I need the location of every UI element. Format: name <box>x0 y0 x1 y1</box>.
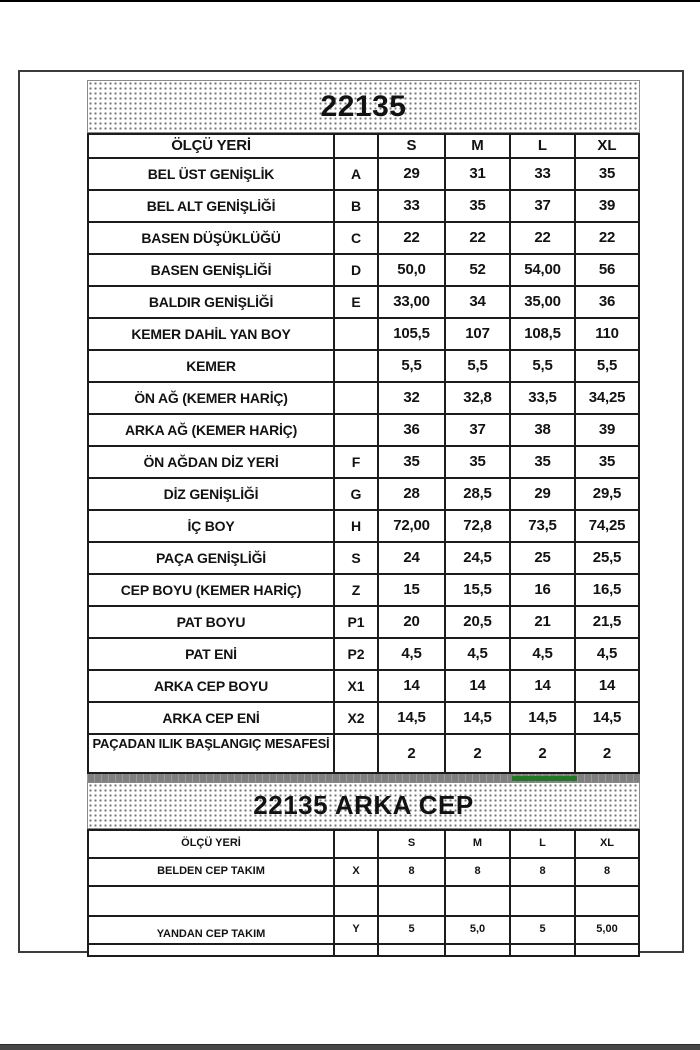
flagged-value-cell: 14,5 <box>576 703 638 733</box>
column-header-measure: ÖLÇÜ YERİ <box>89 831 333 857</box>
value-cell: 22 <box>576 223 638 253</box>
table1-title-band <box>87 80 640 133</box>
value-cell: 29 <box>379 159 444 189</box>
row-label-cell: PAÇADAN ILIK BAŞLANGIÇ MESAFESİ <box>89 735 333 772</box>
row-label-cell: YANDAN CEP TAKIM <box>89 917 333 943</box>
value-cell: 32 <box>379 383 444 413</box>
value-cell <box>511 887 574 915</box>
column-header-size: M <box>446 831 509 857</box>
value-cell: 8 <box>511 859 574 885</box>
row-code-cell: S <box>335 543 377 573</box>
value-cell: 39 <box>576 191 638 221</box>
value-cell: 24 <box>379 543 444 573</box>
row-code-cell <box>335 319 377 349</box>
value-cell: 35 <box>446 191 509 221</box>
row-label-cell: PAT BOYU <box>89 607 333 637</box>
value-cell: 37 <box>511 191 574 221</box>
value-cell: 38 <box>511 415 574 445</box>
value-cell: 5,00 <box>576 917 638 943</box>
clipped-row-strip <box>87 774 640 782</box>
partial-row-cell <box>446 945 509 955</box>
row-code-cell <box>335 383 377 413</box>
value-cell: 33,5 <box>511 383 574 413</box>
row-code-cell: Z <box>335 575 377 605</box>
row-label-cell: İÇ BOY <box>89 511 333 541</box>
row-label-cell: BASEN DÜŞÜKLÜĞÜ <box>89 223 333 253</box>
flagged-value-cell: 14 <box>576 671 638 701</box>
column-header-code <box>335 135 377 157</box>
row-label-cell: BASEN GENİŞLİĞİ <box>89 255 333 285</box>
row-label-cell: PAÇA GENİŞLİĞİ <box>89 543 333 573</box>
value-cell: 35 <box>576 447 638 477</box>
row-code-cell <box>335 887 377 915</box>
value-cell <box>446 887 509 915</box>
value-cell: 29 <box>511 479 574 509</box>
value-cell: 72,00 <box>379 511 444 541</box>
value-cell: 22 <box>446 223 509 253</box>
value-cell: 54,00 <box>511 255 574 285</box>
flagged-value-cell: 4,5 <box>446 639 509 669</box>
value-cell: 28,5 <box>446 479 509 509</box>
value-cell: 72,8 <box>446 511 509 541</box>
value-cell: 5,0 <box>446 917 509 943</box>
value-cell: 16 <box>511 575 574 605</box>
value-cell: 74,25 <box>576 511 638 541</box>
row-label-cell: ARKA CEP BOYU <box>89 671 333 701</box>
value-cell: 5,5 <box>379 351 444 381</box>
row-label-cell: ARKA AĞ (KEMER HARİÇ) <box>89 415 333 445</box>
back-pocket-table <box>87 829 640 957</box>
column-header-size: L <box>511 135 574 157</box>
value-cell: 31 <box>446 159 509 189</box>
table2-title-band <box>87 782 640 829</box>
value-cell <box>576 887 638 915</box>
value-cell <box>379 887 444 915</box>
value-cell: 25,5 <box>576 543 638 573</box>
column-header-size: M <box>446 135 509 157</box>
row-label-cell: ARKA CEP ENİ <box>89 703 333 733</box>
value-cell: 36 <box>379 415 444 445</box>
flagged-value-cell: 14 <box>379 671 444 701</box>
row-label-cell: ÖN AĞDAN DİZ YERİ <box>89 447 333 477</box>
value-cell: 25 <box>511 543 574 573</box>
value-cell: 52 <box>446 255 509 285</box>
table2-title: 22135 ARKA CEP <box>253 790 474 820</box>
partial-row-cell <box>335 945 377 955</box>
table1-title: 22135 <box>320 89 407 123</box>
partial-row-cell <box>511 945 574 955</box>
flagged-value-cell: 14 <box>511 671 574 701</box>
value-cell: 33,00 <box>379 287 444 317</box>
partial-row-cell <box>89 945 333 955</box>
value-cell: 5,5 <box>576 351 638 381</box>
flagged-value-cell: 14,5 <box>446 703 509 733</box>
value-cell: 5,5 <box>511 351 574 381</box>
row-label-cell: BEL ALT GENİŞLİĞİ <box>89 191 333 221</box>
flagged-value-cell: 2 <box>576 735 638 772</box>
value-cell: 5 <box>379 917 444 943</box>
value-cell: 56 <box>576 255 638 285</box>
value-cell: 36 <box>576 287 638 317</box>
value-cell: 35 <box>511 447 574 477</box>
flagged-value-cell: 4,5 <box>576 639 638 669</box>
value-cell: 35 <box>446 447 509 477</box>
document-page <box>18 70 684 953</box>
value-cell: 5 <box>511 917 574 943</box>
value-cell: 22 <box>511 223 574 253</box>
value-cell: 33 <box>379 191 444 221</box>
value-cell: 35 <box>379 447 444 477</box>
row-code-cell: A <box>335 159 377 189</box>
row-label-cell: KEMER DAHİL YAN BOY <box>89 319 333 349</box>
value-cell: 50,0 <box>379 255 444 285</box>
value-cell: 16,5 <box>576 575 638 605</box>
flagged-value-cell: 2 <box>446 735 509 772</box>
value-cell: 5,5 <box>446 351 509 381</box>
row-code-cell: P2 <box>335 639 377 669</box>
value-cell: 24,5 <box>446 543 509 573</box>
row-label-cell <box>89 887 333 915</box>
value-cell: 32,8 <box>446 383 509 413</box>
row-code-cell <box>335 415 377 445</box>
value-cell: 8 <box>576 859 638 885</box>
row-code-cell: H <box>335 511 377 541</box>
value-cell: 28 <box>379 479 444 509</box>
flagged-value-cell: 14 <box>446 671 509 701</box>
row-label-cell: ÖN AĞ (KEMER HARİÇ) <box>89 383 333 413</box>
value-cell: 37 <box>446 415 509 445</box>
measurement-table <box>87 133 640 774</box>
column-header-size: S <box>379 831 444 857</box>
row-label-cell: KEMER <box>89 351 333 381</box>
partial-row-cell <box>379 945 444 955</box>
flagged-value-cell: 21 <box>511 607 574 637</box>
row-code-cell <box>335 735 377 772</box>
value-cell: 33 <box>511 159 574 189</box>
row-code-cell: X2 <box>335 703 377 733</box>
column-header-size: XL <box>576 135 638 157</box>
row-label-cell: DİZ GENİŞLİĞİ <box>89 479 333 509</box>
row-label-cell: BEL ÜST GENİŞLİK <box>89 159 333 189</box>
row-code-cell: C <box>335 223 377 253</box>
row-code-cell: B <box>335 191 377 221</box>
value-cell: 39 <box>576 415 638 445</box>
row-code-cell: E <box>335 287 377 317</box>
top-border-line <box>0 0 700 2</box>
row-label-cell: CEP BOYU (KEMER HARİÇ) <box>89 575 333 605</box>
row-code-cell: F <box>335 447 377 477</box>
flagged-value-cell: 4,5 <box>511 639 574 669</box>
flagged-value-cell: 14,5 <box>511 703 574 733</box>
row-label-cell: BALDIR GENİŞLİĞİ <box>89 287 333 317</box>
value-cell: 15 <box>379 575 444 605</box>
row-code-cell: X1 <box>335 671 377 701</box>
value-cell: 108,5 <box>511 319 574 349</box>
flagged-value-cell: 2 <box>379 735 444 772</box>
value-cell: 15,5 <box>446 575 509 605</box>
flagged-value-cell: 20 <box>379 607 444 637</box>
value-cell: 8 <box>379 859 444 885</box>
value-cell: 8 <box>446 859 509 885</box>
row-code-cell <box>335 351 377 381</box>
row-label-cell: PAT ENİ <box>89 639 333 669</box>
value-cell: 73,5 <box>511 511 574 541</box>
bottom-border-bar <box>0 1044 700 1050</box>
column-header-measure: ÖLÇÜ YERİ <box>89 135 333 157</box>
flagged-value-cell: 20,5 <box>446 607 509 637</box>
row-code-cell: D <box>335 255 377 285</box>
green-cell-fragment <box>512 776 577 781</box>
flagged-value-cell: 4,5 <box>379 639 444 669</box>
column-header-size: S <box>379 135 444 157</box>
value-cell: 35 <box>576 159 638 189</box>
value-cell: 35,00 <box>511 287 574 317</box>
column-header-code <box>335 831 377 857</box>
value-cell: 34 <box>446 287 509 317</box>
column-header-size: L <box>511 831 574 857</box>
value-cell: 110 <box>576 319 638 349</box>
column-header-size: XL <box>576 831 638 857</box>
partial-row-cell <box>576 945 638 955</box>
value-cell: 22 <box>379 223 444 253</box>
flagged-value-cell: 2 <box>511 735 574 772</box>
flagged-value-cell: 21,5 <box>576 607 638 637</box>
row-label-cell: BELDEN CEP TAKIM <box>89 859 333 885</box>
flagged-value-cell: 14,5 <box>379 703 444 733</box>
value-cell: 34,25 <box>576 383 638 413</box>
value-cell: 105,5 <box>379 319 444 349</box>
value-cell: 107 <box>446 319 509 349</box>
row-code-cell: Y <box>335 917 377 943</box>
row-code-cell: X <box>335 859 377 885</box>
value-cell: 29,5 <box>576 479 638 509</box>
row-code-cell: P1 <box>335 607 377 637</box>
row-code-cell: G <box>335 479 377 509</box>
